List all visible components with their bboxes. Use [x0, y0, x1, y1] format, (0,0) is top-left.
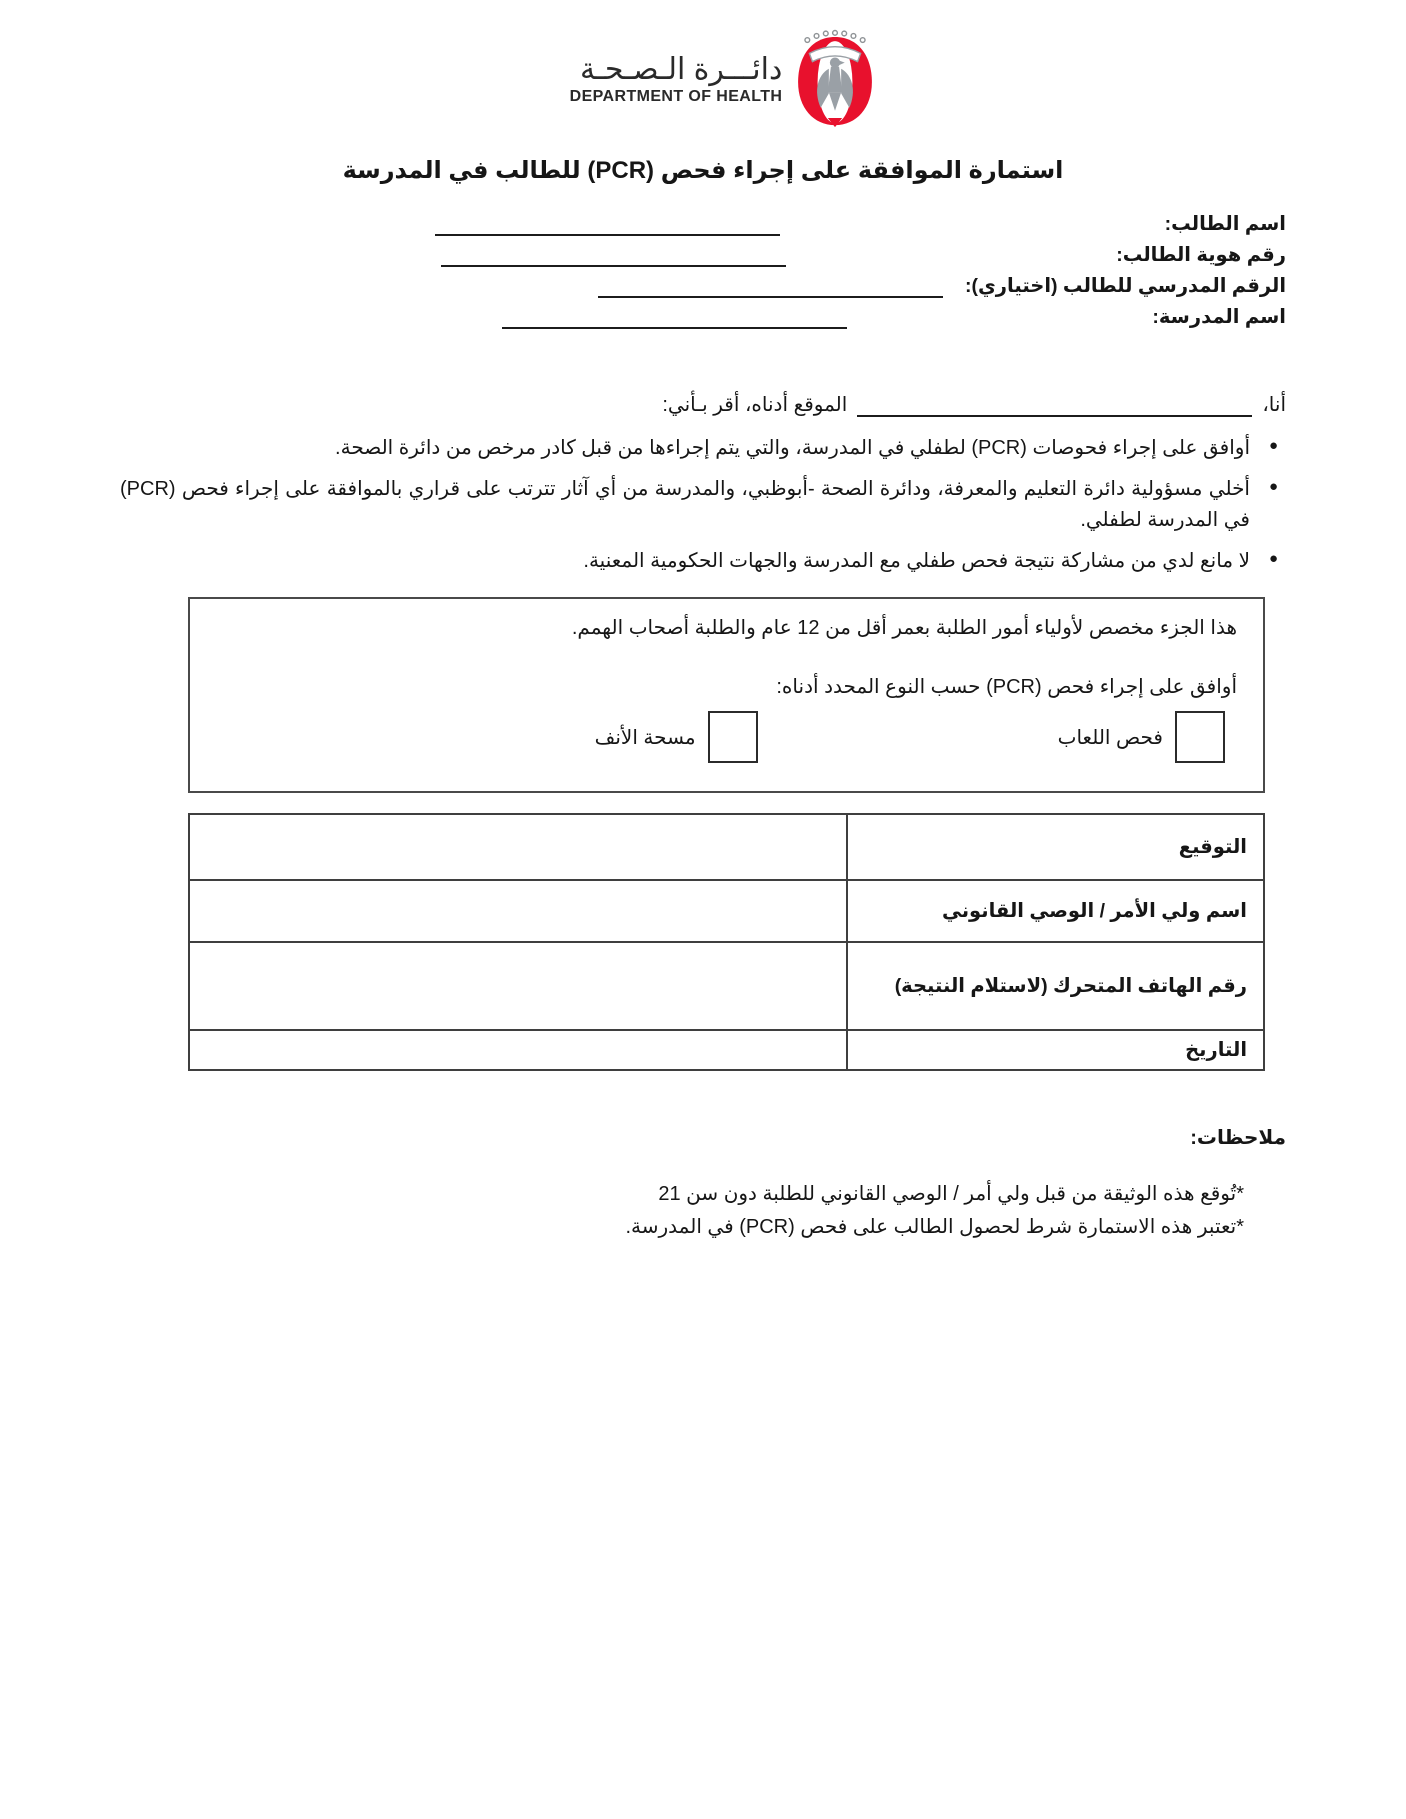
student-name-blank[interactable] [435, 210, 780, 236]
student-name-label: اسم الطالب: [1164, 213, 1286, 235]
bullet-icon: ● [1268, 478, 1278, 495]
note-item: *تعتبر هذه الاستمارة شرط لحصول الطالب على فحص (PCR) في المدرسة. [625, 1216, 1244, 1238]
saliva-test-checkbox[interactable] [1175, 711, 1225, 763]
date-row-label: التاريخ [848, 1031, 1263, 1069]
bullet-text: أخلي مسؤولية دائرة التعليم والمعرفة، ودائرة الصحة -أبوظبي، والمدرسة من أي آثار تترتب على قراري بالموافقة على إجراء فحص (PCR) في المدرسة لطفلي. [120, 478, 1250, 531]
abu-dhabi-emblem-icon [794, 28, 876, 130]
doh-logo-text [570, 53, 783, 106]
doh-logo-arabic-name: دائـــرة الـصـحـة [580, 52, 783, 86]
declaration-prefix: أنا، [1262, 394, 1286, 416]
mobile-number-input-cell[interactable] [190, 943, 846, 1029]
guardian-name-row-label: اسم ولي الأمر / الوصي القانوني [848, 881, 1263, 941]
minors-box-instruction: أوافق على إجراء فحص (PCR) حسب النوع المحدد أدناه: [776, 676, 1237, 698]
bullet-icon: ● [1268, 550, 1278, 567]
school-name-field-row [120, 298, 1286, 329]
declaration-bullets [120, 433, 1286, 577]
page-title: استمارة الموافقة على إجراء فحص (PCR) للطالب في المدرسة [342, 157, 1064, 184]
nose-swab-checkbox[interactable] [708, 711, 758, 763]
student-id-field-row [120, 236, 1286, 267]
bullet-item [120, 474, 1280, 536]
student-id-label: رقم هوية الطالب: [1116, 244, 1286, 266]
school-number-blank[interactable] [598, 272, 943, 298]
school-name-label: اسم المدرسة: [1152, 306, 1286, 328]
saliva-test-label: فحص اللعاب [1057, 726, 1163, 749]
mobile-number-row-label: رقم الهاتف المتحرك (لاستلام النتيجة) [848, 943, 1263, 1029]
declaration-suffix: الموقع أدناه، أقر بـأني: [662, 394, 848, 416]
student-id-blank[interactable] [441, 241, 786, 267]
school-number-label: الرقم المدرسي للطالب (اختياري): [964, 275, 1286, 297]
student-name-field-row [120, 205, 1286, 236]
bullet-text: لا مانع لدي من مشاركة نتيجة فحص طفلي مع المدرسة والجهات الحكومية المعنية. [583, 550, 1250, 572]
notes-heading: ملاحظات: [1190, 1127, 1286, 1149]
bullet-icon: ● [1268, 437, 1278, 454]
signer-name-blank[interactable] [857, 391, 1252, 417]
school-number-field-row [120, 267, 1286, 298]
bullet-item [120, 433, 1280, 464]
test-type-options [216, 711, 1237, 763]
minors-consent-box [188, 597, 1265, 793]
signature-table [188, 813, 1265, 1071]
declaration-intro-line [120, 391, 1286, 417]
guardian-name-input-cell[interactable] [190, 881, 846, 941]
date-input-cell[interactable] [190, 1031, 846, 1069]
bullet-text: أوافق على إجراء فحوصات (PCR) لطفلي في المدرسة، والتي يتم إجراءها من قبل كادر مرخص من دائرة الصحة. [335, 437, 1250, 459]
signature-input-cell[interactable] [190, 815, 846, 879]
bullet-item [120, 546, 1280, 577]
doh-logo-english-name: DEPARTMENT OF HEALTH [569, 87, 783, 105]
minors-box-note: هذا الجزء مخصص لأولياء أمور الطلبة بعمر أقل من 12 عام والطلبة أصحاب الهمم. [571, 617, 1237, 639]
signature-row-label: التوقيع [848, 815, 1263, 879]
note-item: *تُوقع هذه الوثيقة من قبل ولي أمر / الوصي القانوني للطلبة دون سن 21 [658, 1183, 1244, 1205]
nose-swab-label: مسحة الأنف [594, 726, 696, 749]
student-info-fields [120, 205, 1286, 329]
notes-section [120, 1125, 1286, 1244]
doh-logo [160, 28, 1286, 130]
school-name-blank[interactable] [502, 303, 847, 329]
